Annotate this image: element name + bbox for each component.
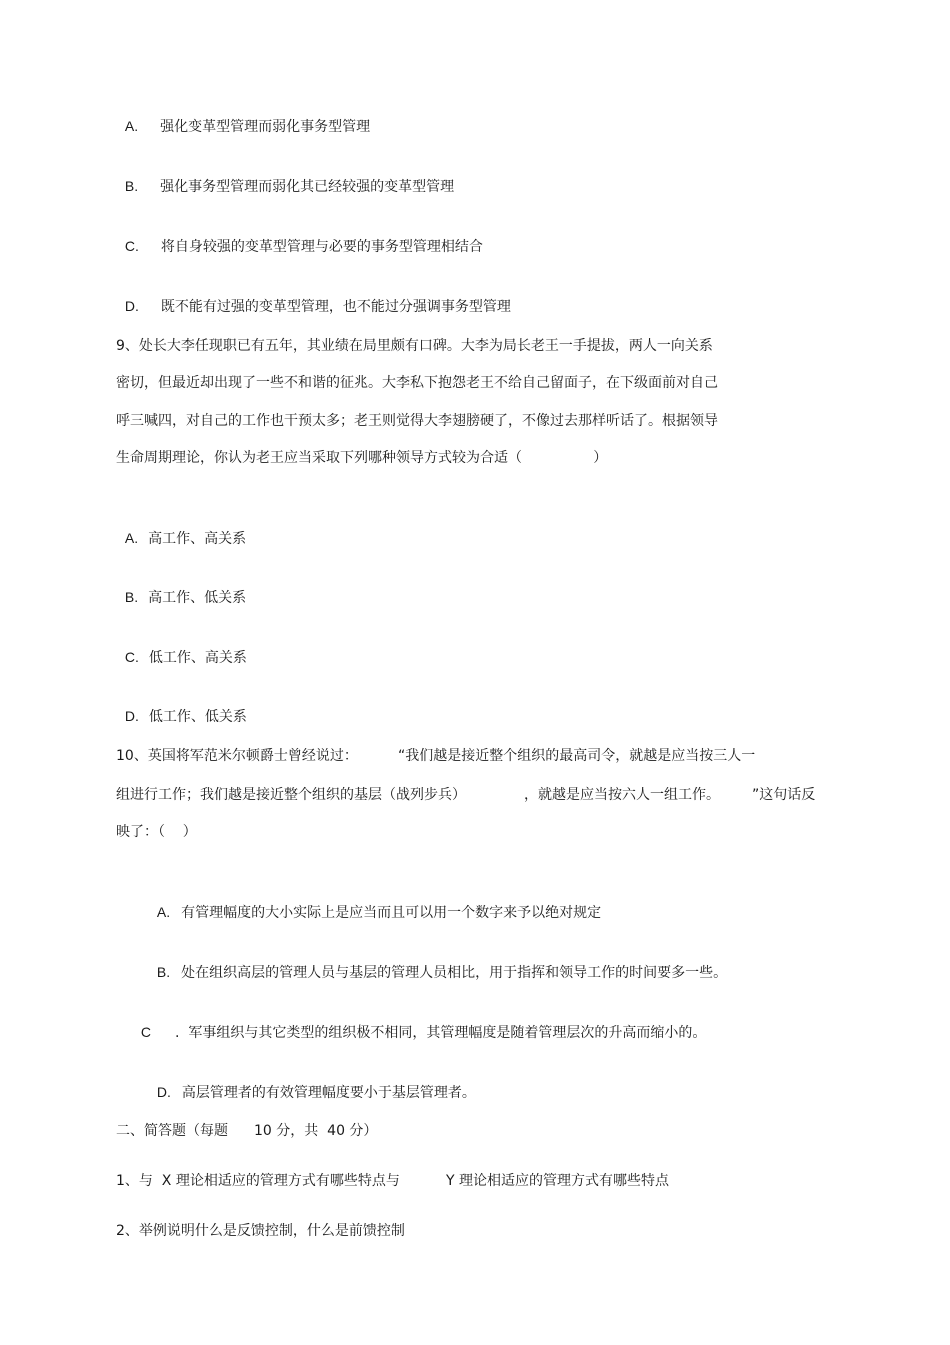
option-text: 低工作、低关系 <box>148 709 247 725</box>
option-letter: A. <box>124 530 139 546</box>
option-text: . 军事组织与其它类型的组织极不相同，其管理幅度是随着管理层次的升高而缩小的。 <box>175 1025 707 1041</box>
q10-option-b <box>148 942 728 981</box>
option-text: 既不能有过强的变革型管理，也不能过分强调事务型管理 <box>160 299 511 315</box>
q10-option-c <box>132 1002 707 1041</box>
option-text: 有管理幅度的大小实际上是应当而且可以用一个数字来予以绝对规定 <box>181 905 602 921</box>
option-text: 高工作、低关系 <box>148 590 247 606</box>
q9-option-a <box>116 508 247 547</box>
option-letter: C. <box>124 649 139 665</box>
q8-option-a <box>116 96 371 135</box>
q8-option-c <box>116 216 483 255</box>
q10-stem-line-2b: ，就越是应当按六人一组工作。 <box>524 787 720 803</box>
q10-option-a <box>148 882 602 921</box>
q10-stem-line-2c: ”这句话反 <box>752 787 816 803</box>
q8-option-d <box>116 276 511 315</box>
option-letter: C. <box>124 238 139 254</box>
option-letter: B. <box>124 589 139 605</box>
q9-option-d <box>116 686 247 725</box>
q10-stem-line-1b: “我们越是接近整个组织的最高司令，就越是应当按三人一 <box>398 748 756 764</box>
option-letter: C <box>140 1024 152 1040</box>
option-letter: A. <box>124 118 139 134</box>
q9-stem-line-1: 9、处长大李任现职已有五年，其业绩在局里颇有口碑。大李为局长老王一手提拔，两人一向关系 <box>116 338 713 354</box>
option-text: 强化事务型管理而弱化其已经较强的变革型管理 <box>160 179 455 195</box>
section2-heading-b: 10 分，共 40 分） <box>254 1123 378 1139</box>
option-text: 处在组织高层的管理人员与基层的管理人员相比，用于指挥和领导工作的时间要多一些。 <box>181 965 728 981</box>
q9-option-b <box>116 567 247 606</box>
q10-option-d <box>148 1062 476 1101</box>
q9-stem-line-3: 呼三喊四，对自己的工作也干预太多；老王则觉得大李翅膀硬了，不像过去那样听话了。根据领导 <box>116 413 718 429</box>
option-letter: B. <box>124 178 139 194</box>
option-text: 将自身较强的变革型管理与必要的事务型管理相结合 <box>160 239 483 255</box>
q10-stem-line-2a: 组进行工作；我们越是接近整个组织的基层（战列步兵） <box>116 787 466 803</box>
option-letter: D. <box>124 708 139 724</box>
option-letter: D. <box>156 1084 171 1100</box>
section2-q1-a: 1、与 X 理论相适应的管理方式有哪些特点与 <box>116 1173 400 1189</box>
q8-option-b <box>116 156 455 195</box>
option-text: 高工作、高关系 <box>148 531 247 547</box>
option-letter: D. <box>124 298 139 314</box>
section2-heading-a: 二、简答题（每题 <box>116 1123 228 1139</box>
option-text: 高层管理者的有效管理幅度要小于基层管理者。 <box>181 1085 476 1101</box>
option-letter: A. <box>156 904 171 920</box>
option-text: 强化变革型管理而弱化事务型管理 <box>160 119 371 135</box>
q9-stem-line-2: 密切，但最近却出现了一些不和谐的征兆。大李私下抱怨老王不给自己留面子，在下级面前对自己 <box>116 375 718 391</box>
section2-q2: 2、举例说明什么是反馈控制，什么是前馈控制 <box>116 1223 405 1239</box>
q10-stem-line-3: 映了：（ ） <box>116 824 197 840</box>
section2-q1-b: Y 理论相适应的管理方式有哪些特点 <box>446 1173 670 1189</box>
option-text: 低工作、高关系 <box>148 650 247 666</box>
option-letter: B. <box>156 964 171 980</box>
q9-stem-line-4: 生命周期理论，你认为老王应当采取下列哪种领导方式较为合适（ ） <box>116 450 608 466</box>
q9-option-c <box>116 627 247 666</box>
q10-stem-line-1a: 10、英国将军范米尔顿爵士曾经说过： <box>116 748 358 764</box>
